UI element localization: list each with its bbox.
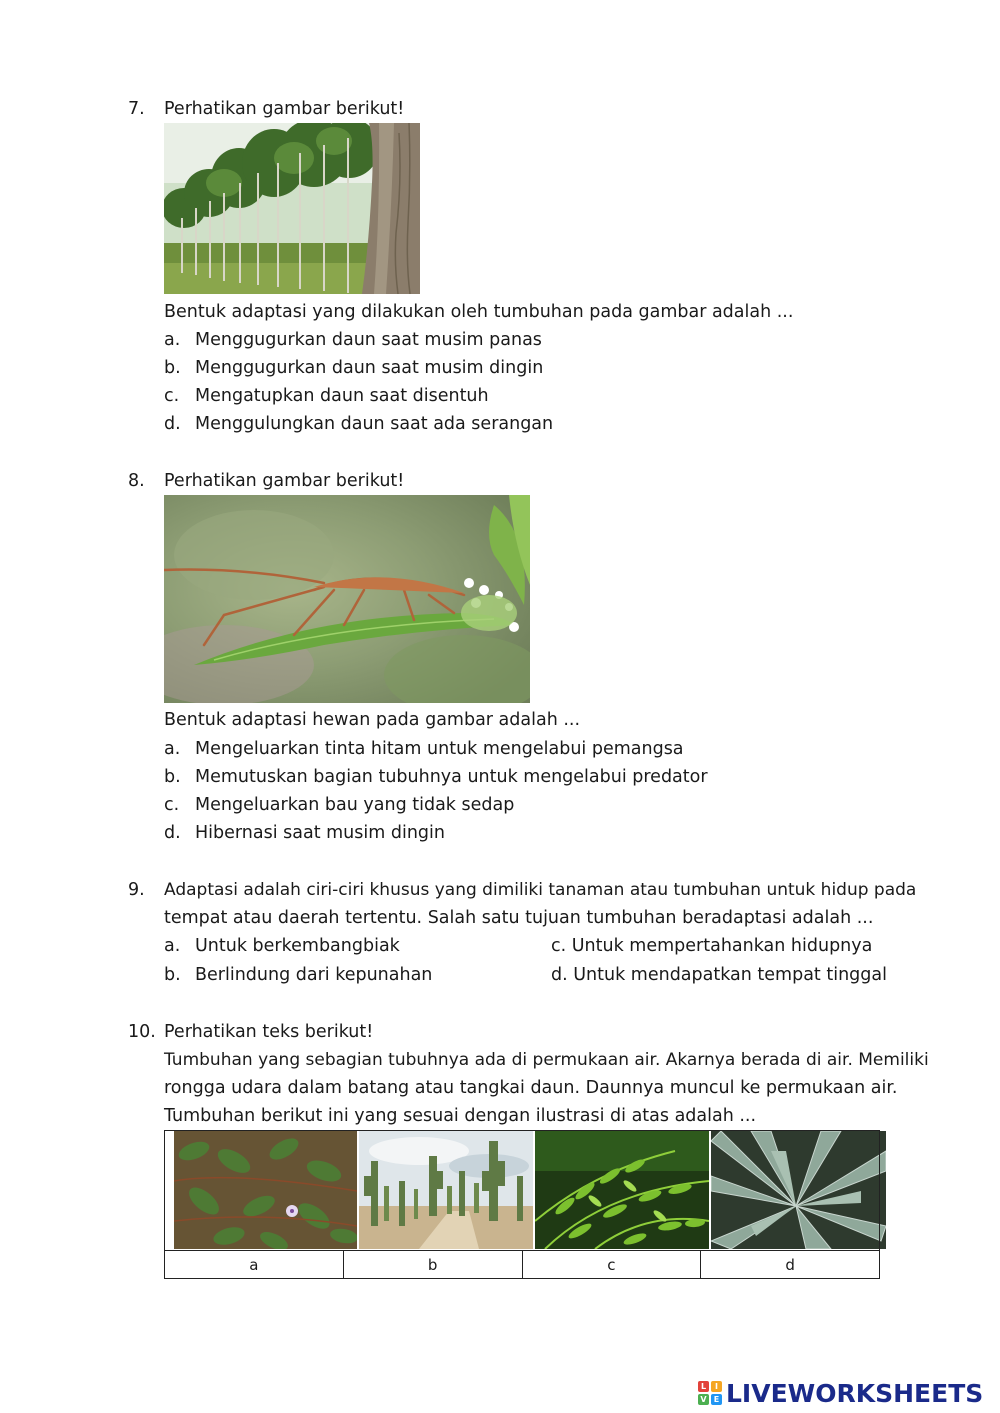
logo-text: LIVEWORKSHEETS [726,1378,984,1408]
q9-option-a[interactable]: Untuk berkembangbiak [195,936,400,956]
q8-option-d[interactable]: Hibernasi saat musim dingin [195,823,445,843]
q10-choice-c[interactable]: c [522,1251,701,1279]
q10-choice-d[interactable]: d [701,1251,880,1279]
q10-line1: Tumbuhan yang sebagian tubuhnya ada di permukaan air. Akarnya berada di air. Memiliki [164,1050,929,1070]
fern-photo[interactable] [535,1131,709,1249]
q8-option-a[interactable]: Mengeluarkan tinta hitam untuk mengelabui pemangsa [195,739,684,759]
insect-on-leaf-photo [164,495,530,703]
q7-option-a-letter: a. [164,330,181,350]
logo-letter-l: L [698,1381,709,1392]
q8-option-c-letter: c. [164,795,180,815]
logo-grid-icon [698,1381,722,1405]
q9-option-d[interactable]: d. Untuk mendapatkan tempat tinggal [551,965,887,985]
q7-option-b-letter: b. [164,358,181,378]
q8-option-b[interactable]: Memutuskan bagian tubuhnya untuk mengelabui predator [195,767,708,787]
q9-option-a-letter: a. [164,936,181,956]
q10-choice-b[interactable]: b [343,1251,522,1279]
q8-option-c[interactable]: Mengeluarkan bau yang tidak sedap [195,795,515,815]
q8-option-d-letter: d. [164,823,181,843]
water-plant-photo[interactable] [174,1131,357,1249]
q7-option-d-letter: d. [164,414,181,434]
q10-prompt: Perhatikan teks berikut! [164,1022,374,1042]
logo-letter-e: E [711,1394,722,1405]
logo-letter-i: I [711,1381,722,1392]
q8-question: Bentuk adaptasi hewan pada gambar adalah ... [164,710,581,730]
q9-option-b[interactable]: Berlindung dari kepunahan [195,965,433,985]
q9-number: 9. [128,880,145,900]
q7-option-a[interactable]: Menggugurkan daun saat musim panas [195,330,542,350]
q7-option-d[interactable]: Menggulungkan daun saat ada serangan [195,414,554,434]
q10-choice-a[interactable]: a [165,1251,344,1279]
liveworksheets-logo[interactable] [698,1378,983,1408]
q10-line3: Tumbuhan berikut ini yang sesuai dengan ilustrasi di atas adalah ... [164,1106,757,1126]
q9-line1: Adaptasi adalah ciri-ciri khusus yang dimiliki tanaman atau tumbuhan untuk hidup pada [164,880,917,900]
q8-option-a-letter: a. [164,739,181,759]
logo-letter-v: V [698,1394,709,1405]
q9-line2: tempat atau daerah tertentu. Salah satu tujuan tumbuhan beradaptasi adalah ... [164,908,874,928]
aloe-vera-photo[interactable] [711,1131,886,1249]
q7-prompt: Perhatikan gambar berikut! [164,99,405,119]
q7-option-c[interactable]: Mengatupkan daun saat disentuh [195,386,489,406]
q9-option-b-letter: b. [164,965,181,985]
q8-prompt: Perhatikan gambar berikut! [164,471,405,491]
q7-question: Bentuk adaptasi yang dilakukan oleh tumbuhan pada gambar adalah ... [164,302,794,322]
teak-forest-photo [164,123,420,294]
q10-choice-labels [164,1250,880,1279]
q10-line2: rongga udara dalam batang atau tangkai daun. Daunnya muncul ke permukaan air. [164,1078,898,1098]
q10-number: 10. [128,1022,156,1042]
q7-option-b[interactable]: Menggugurkan daun saat musim dingin [195,358,544,378]
q8-option-b-letter: b. [164,767,181,787]
q8-number: 8. [128,471,145,491]
q7-number: 7. [128,99,145,119]
q7-option-c-letter: c. [164,386,180,406]
cactus-desert-photo[interactable] [359,1131,533,1249]
q9-option-c[interactable]: c. Untuk mempertahankan hidupnya [551,936,873,956]
